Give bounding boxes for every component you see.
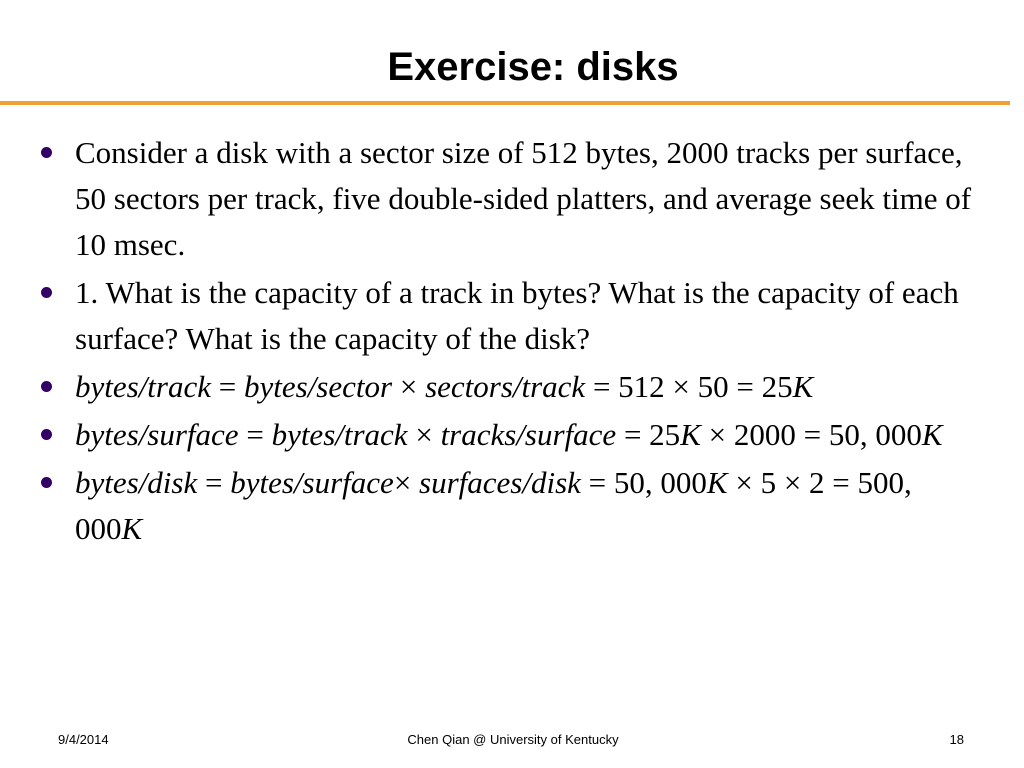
bullet-item-question — [36, 270, 976, 362]
bullet-dot-icon — [41, 287, 52, 298]
formula-times: × — [407, 417, 441, 452]
formula-equals: = — [197, 465, 231, 500]
formula-result: = 512 × 50 = 25 — [585, 369, 793, 404]
formula-lhs: bytes/track — [75, 369, 212, 404]
bullet-item-surface-capacity — [36, 412, 976, 458]
formula-unit-k: K — [706, 465, 728, 500]
bullet-item-disk-capacity — [36, 460, 976, 552]
formula-lhs: bytes/disk — [75, 465, 198, 500]
bullet-item-track-capacity — [36, 364, 976, 410]
formula-result-part: = 50, 000 — [580, 465, 707, 500]
formula-equals: = — [238, 417, 272, 452]
formula-term-b: surfaces/disk — [419, 465, 581, 500]
bullet-item-problem-statement — [36, 130, 976, 268]
footer-date: 9/4/2014 — [58, 732, 109, 747]
formula-term-a: bytes/track — [271, 417, 408, 452]
slide-title: Exercise: disks — [387, 45, 679, 89]
formula-result: × 5 × 2 = 500, 000 — [75, 465, 912, 546]
formula-times: × — [393, 465, 420, 500]
formula-term-a: bytes/surface — [230, 465, 394, 500]
formula-term-b: tracks/surface — [440, 417, 617, 452]
title-divider — [0, 101, 1010, 105]
formula-lhs: bytes/surface — [75, 417, 239, 452]
footer-page-number: 18 — [949, 732, 964, 747]
formula-unit-k: K — [680, 417, 701, 452]
bullet-list — [36, 130, 976, 554]
formula-equals: = — [211, 369, 244, 404]
footer-author: Chen Qian @ University of Kentucky — [407, 732, 619, 747]
bullet-dot-icon — [41, 429, 52, 440]
bullet-text: 1. What is the capacity of a track in bytes? What is the capacity of each surface? What is the capacity of the disk? — [75, 275, 959, 356]
formula-term-a: bytes/sector — [244, 369, 393, 404]
bullet-text: Consider a disk with a sector size of 512 bytes, 2000 tracks per surface, 50 sectors per track, five double-sided platters, and average seek time of 10 msec. — [75, 135, 972, 262]
bullet-dot-icon — [41, 147, 52, 158]
formula-unit-k: K — [121, 511, 143, 546]
formula-times: × — [392, 369, 426, 404]
formula-unit-k: K — [792, 369, 814, 404]
bullet-dot-icon — [41, 477, 52, 488]
formula-term-b: sectors/track — [425, 369, 586, 404]
formula-result: × 2000 = 50, 000 — [700, 417, 922, 452]
bullet-dot-icon — [41, 381, 52, 392]
formula-unit-k: K — [921, 417, 943, 452]
formula-result-part: = 25 — [616, 417, 681, 452]
